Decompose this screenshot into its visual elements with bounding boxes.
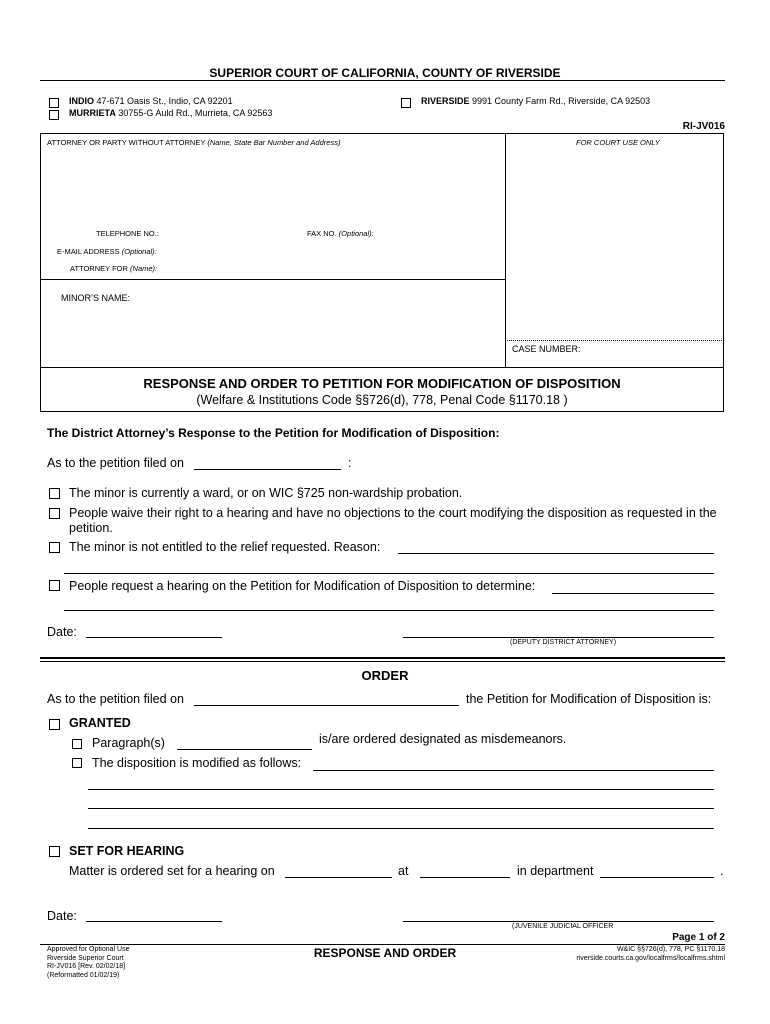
- modified-field-4[interactable]: [88, 828, 714, 829]
- not-entitled-checkbox[interactable]: [49, 542, 60, 553]
- waive-option-line2: petition.: [69, 521, 113, 535]
- da-response-heading: The District Attorney’s Response to the Petition for Modification of Disposition:: [47, 426, 500, 440]
- approved-block: Approved for Optional Use Riverside Superior Court RI-JV016 [Rev. 02/02/18] (Reformatted 01/02/19): [47, 946, 130, 979]
- attorney-for-label: ATTORNEY FOR (Name):: [70, 264, 158, 273]
- granted-label: GRANTED: [69, 716, 131, 730]
- hearing-request-option: People request a hearing on the Petition for Modification of Disposition to determine:: [69, 579, 536, 593]
- form-title: RESPONSE AND ORDER TO PETITION FOR MODIFICATION OF DISPOSITION: [143, 376, 621, 391]
- order-petition-filed-label: As to the petition filed on: [47, 692, 184, 706]
- colon: :: [348, 456, 352, 470]
- footer-url[interactable]: riverside.courts.ca.gov/localfrms/localfrms.shtml: [576, 955, 725, 962]
- section-rule-top: [40, 657, 725, 659]
- court-title: SUPERIOR COURT OF CALIFORNIA, COUNTY OF RIVERSIDE: [209, 66, 561, 80]
- department-field[interactable]: [600, 877, 714, 878]
- granted-checkbox[interactable]: [49, 719, 60, 730]
- location-indio: INDIO 47-671 Oasis St., Indio, CA 92201: [69, 96, 233, 106]
- determine-field[interactable]: [552, 593, 714, 594]
- modified-field-1[interactable]: [313, 770, 714, 771]
- hearing-time-field[interactable]: [420, 877, 510, 878]
- email-label: E-MAIL ADDRESS (Optional):: [57, 247, 157, 256]
- not-entitled-option: The minor is not entitled to the relief requested. Reason:: [69, 540, 381, 554]
- modified-label: The disposition is modified as follows:: [92, 756, 302, 770]
- da-signature-caption: (DEPUTY DISTRICT ATTORNEY): [510, 639, 617, 646]
- da-petition-date-field[interactable]: [194, 469, 341, 470]
- period: .: [720, 864, 724, 878]
- petition-filed-label: As to the petition filed on: [47, 456, 184, 470]
- modified-field-2[interactable]: [88, 789, 714, 790]
- header-rule: [40, 80, 725, 81]
- fax-label: FAX NO. (Optional):: [307, 229, 374, 238]
- form-subtitle: (Welfare & Institutions Code §§726(d), 778, Penal Code §1170.18 ): [196, 393, 568, 407]
- form-id: RI-JV016: [682, 121, 725, 132]
- paragraphs-checkbox[interactable]: [72, 739, 82, 749]
- minor-divider: [40, 279, 505, 280]
- judge-signature-field[interactable]: [403, 921, 714, 922]
- hearing-request-checkbox[interactable]: [49, 580, 60, 591]
- case-number-divider: [505, 340, 724, 341]
- indio-checkbox[interactable]: [49, 98, 59, 108]
- page-number: Page 1 of 2: [672, 932, 725, 943]
- set-hearing-checkbox[interactable]: [49, 846, 60, 857]
- order-heading: ORDER: [361, 668, 409, 683]
- da-date-label: Date:: [47, 625, 77, 639]
- paragraphs-field[interactable]: [177, 749, 312, 750]
- minor-name-label: MINOR’S NAME:: [61, 293, 131, 303]
- footer-rule: [40, 944, 725, 945]
- modified-checkbox[interactable]: [72, 758, 82, 768]
- determine-field-2[interactable]: [64, 610, 714, 611]
- set-hearing-label: SET FOR HEARING: [69, 844, 185, 858]
- location-riverside: RIVERSIDE 9991 County Farm Rd., Riverside, CA 92503: [421, 96, 651, 106]
- court-use-heading: FOR COURT USE ONLY: [576, 138, 660, 147]
- order-date-field[interactable]: [86, 921, 222, 922]
- department-label: in department: [517, 864, 594, 878]
- waive-checkbox[interactable]: [49, 508, 60, 519]
- modified-field-3[interactable]: [88, 808, 714, 809]
- ward-checkbox[interactable]: [49, 488, 60, 499]
- paragraphs-label: Paragraph(s): [92, 736, 165, 750]
- reason-field[interactable]: [398, 553, 714, 554]
- hearing-date-field[interactable]: [285, 877, 392, 878]
- footer-codes: W&IC §§726(d), 778, PC §1170.18: [616, 946, 725, 953]
- paragraphs-suffix: is/are ordered designated as misdemeanors.: [319, 732, 567, 746]
- waive-option-line1: People waive their right to a hearing and have no objections to the court modifying the disposition as requested in the: [69, 506, 717, 520]
- murrieta-checkbox[interactable]: [49, 110, 59, 120]
- riverside-checkbox[interactable]: [401, 98, 411, 108]
- section-rule-bottom: [40, 661, 725, 662]
- reason-field-2[interactable]: [64, 573, 714, 574]
- order-petition-result-label: the Petition for Modification of Disposition is:: [466, 692, 712, 706]
- footer-title: RESPONSE AND ORDER: [313, 946, 457, 960]
- da-date-field[interactable]: [86, 637, 222, 638]
- telephone-label: TELEPHONE NO.:: [96, 229, 159, 238]
- at-label: at: [398, 864, 409, 878]
- ward-option: The minor is currently a ward, or on WIC §725 non-wardship probation.: [69, 486, 463, 500]
- attorney-heading: ATTORNEY OR PARTY WITHOUT ATTORNEY (Name, State Bar Number and Address): [47, 138, 341, 147]
- order-petition-date-field[interactable]: [194, 705, 459, 706]
- hearing-text: Matter is ordered set for a hearing on: [69, 864, 275, 878]
- caption-divider: [505, 133, 506, 368]
- da-signature-field[interactable]: [403, 637, 714, 638]
- case-number-label: CASE NUMBER:: [512, 344, 581, 354]
- judge-signature-caption: (JUVENILE JUDICIAL OFFICER: [512, 923, 614, 930]
- order-date-label: Date:: [47, 909, 77, 923]
- location-murrieta: MURRIETA 30755-G Auld Rd., Murrieta, CA 92563: [69, 108, 273, 118]
